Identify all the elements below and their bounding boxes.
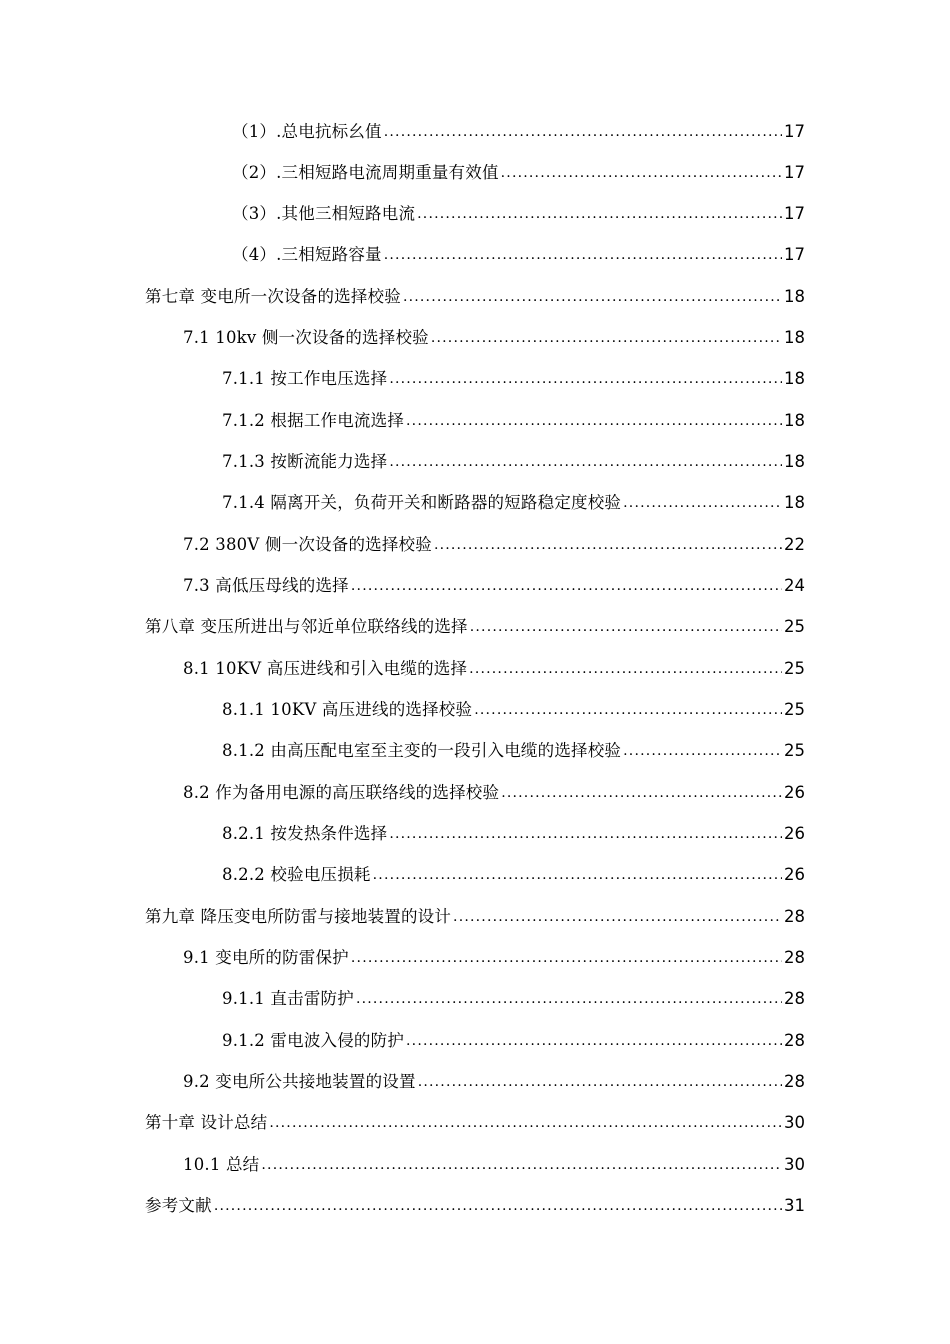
toc-entry-title: 8.2.1 按发热条件选择: [222, 824, 388, 843]
toc-dot-leader: [417, 203, 782, 225]
toc-dot-leader: [389, 823, 782, 845]
toc-entry[interactable]: [232, 115, 805, 143]
toc-entry-page: 26: [784, 865, 805, 884]
toc-entry-title: 7.3 高低压母线的选择: [183, 576, 349, 595]
toc-entry-title: 7.1.1 按工作电压选择: [222, 369, 388, 388]
toc-dot-leader: [373, 864, 782, 886]
toc-entry[interactable]: [183, 528, 805, 556]
toc-dot-leader: [406, 1030, 782, 1052]
toc-entry-chapter[interactable]: [145, 610, 805, 638]
toc-entry-page: 24: [784, 576, 805, 595]
toc-entry-page: 25: [784, 700, 805, 719]
toc-entry-title: （3）.其他三相短路电流: [232, 204, 416, 223]
toc-entry[interactable]: [222, 404, 805, 432]
toc-entry[interactable]: [222, 693, 805, 721]
toc-dot-leader: [389, 368, 782, 390]
toc-dot-leader: [470, 616, 782, 638]
toc-entry-title: 9.1.1 直击雷防护: [222, 989, 354, 1008]
toc-entry-title: 8.2 作为备用电源的高压联络线的选择校验: [183, 783, 500, 802]
toc-entry-title: 7.1.3 按断流能力选择: [222, 452, 388, 471]
toc-entry-page: 28: [784, 1072, 805, 1091]
toc-entry-page: 25: [784, 659, 805, 678]
toc-entry-title: 7.1.2 根据工作电流选择: [222, 411, 405, 430]
toc-entry-chapter[interactable]: [145, 1189, 805, 1217]
toc-entry-title: 8.2.2 校验电压损耗: [222, 865, 371, 884]
toc-entry-page: 28: [784, 907, 805, 926]
toc-entry-page: 17: [784, 245, 805, 264]
toc-dot-leader: [623, 492, 782, 514]
toc-entry-title: （4）.三相短路容量: [232, 245, 382, 264]
toc-entry-page: 28: [784, 989, 805, 1008]
toc-entry-page: 30: [784, 1113, 805, 1132]
toc-dot-leader: [469, 658, 782, 680]
toc-dot-leader: [501, 782, 782, 804]
toc-entry-page: 18: [784, 328, 805, 347]
toc-entry-title: 8.1.2 由高压配电室至主变的一段引入电缆的选择校验: [222, 741, 622, 760]
toc-entry-page: 22: [784, 535, 805, 554]
toc-entry-page: 26: [784, 783, 805, 802]
toc-entry-title: 7.2 380V 侧一次设备的选择校验: [183, 535, 432, 554]
toc-dot-leader: [434, 534, 782, 556]
toc-entry[interactable]: [232, 156, 805, 184]
toc-entry[interactable]: [183, 569, 805, 597]
toc-entry[interactable]: [222, 817, 805, 845]
toc-entry-title: 8.1.1 10KV 高压进线的选择校验: [222, 700, 473, 719]
toc-dot-leader: [453, 906, 782, 928]
toc-entry[interactable]: [222, 445, 805, 473]
toc-entry-title: 7.1.4 隔离开关，负荷开关和断路器的短路稳定度校验: [222, 493, 622, 512]
toc-entry-title: 9.2 变电所公共接地装置的设置: [183, 1072, 416, 1091]
toc-entry[interactable]: [222, 1024, 805, 1052]
toc-entry-page: 30: [784, 1155, 805, 1174]
toc-entry-chapter[interactable]: [145, 900, 805, 928]
toc-dot-leader: [431, 327, 782, 349]
toc-entry-page: 25: [784, 741, 805, 760]
toc-entry-page: 17: [784, 204, 805, 223]
toc-dot-leader: [384, 121, 782, 143]
toc-dot-leader: [623, 740, 782, 762]
toc-entry-title: 9.1 变电所的防雷保护: [183, 948, 349, 967]
toc-entry-title: 第八章 变压所进出与邻近单位联络线的选择: [145, 617, 468, 636]
toc-dot-leader: [351, 575, 782, 597]
toc-entry-title: 10.1 总结: [183, 1155, 260, 1174]
toc-dot-leader: [269, 1112, 782, 1134]
toc-dot-leader: [384, 244, 782, 266]
toc-entry[interactable]: [232, 197, 805, 225]
toc-entry-page: 28: [784, 1031, 805, 1050]
toc-dot-leader: [214, 1195, 782, 1217]
toc-entry[interactable]: [222, 734, 805, 762]
toc-entry[interactable]: [183, 652, 805, 680]
toc-entry-chapter[interactable]: [145, 280, 805, 308]
toc-entry[interactable]: [183, 321, 805, 349]
toc-entry-page: 18: [784, 287, 805, 306]
toc-entry[interactable]: [183, 1065, 805, 1093]
toc-dot-leader: [389, 451, 782, 473]
toc-entry-page: 18: [784, 493, 805, 512]
toc-dot-leader: [474, 699, 782, 721]
toc-entry-page: 17: [784, 163, 805, 182]
toc-dot-leader: [418, 1071, 782, 1093]
toc-entry-page: 18: [784, 452, 805, 471]
toc-entry-page: 25: [784, 617, 805, 636]
toc-entry-title: 第十章 设计总结: [145, 1113, 268, 1132]
toc-entry[interactable]: [183, 1148, 805, 1176]
toc-entry-page: 18: [784, 411, 805, 430]
toc-entry-title: 参考文献: [145, 1196, 212, 1215]
toc-entry-title: 7.1 10kv 侧一次设备的选择校验: [183, 328, 429, 347]
toc-entry[interactable]: [222, 486, 805, 514]
toc-entry-title: 第七章 变电所一次设备的选择校验: [145, 287, 401, 306]
toc-dot-leader: [351, 947, 782, 969]
toc-entry-page: 18: [784, 369, 805, 388]
toc-entry-page: 28: [784, 948, 805, 967]
toc-entry-page: 17: [784, 122, 805, 141]
toc-entry[interactable]: [222, 362, 805, 390]
toc-entry-title: 9.1.2 雷电波入侵的防护: [222, 1031, 405, 1050]
toc-dot-leader: [501, 162, 782, 184]
toc-dot-leader: [406, 410, 782, 432]
toc-entry-chapter[interactable]: [145, 1106, 805, 1134]
toc-entry[interactable]: [183, 776, 805, 804]
toc-entry-page: 31: [784, 1196, 805, 1215]
toc-entry-title: （1）.总电抗标幺值: [232, 122, 382, 141]
toc-dot-leader: [356, 988, 782, 1010]
toc-entry[interactable]: [222, 858, 805, 886]
toc-entry-title: 第九章 降压变电所防雷与接地装置的设计: [145, 907, 452, 926]
toc-entry-title: 8.1 10KV 高压进线和引入电缆的选择: [183, 659, 468, 678]
toc-entry[interactable]: [183, 941, 805, 969]
toc-dot-leader: [403, 286, 782, 308]
toc-entry-title: （2）.三相短路电流周期重量有效值: [232, 163, 499, 182]
toc-entry-page: 26: [784, 824, 805, 843]
toc-dot-leader: [261, 1154, 782, 1176]
toc-entry[interactable]: [222, 982, 805, 1010]
toc-entry[interactable]: [232, 238, 805, 266]
